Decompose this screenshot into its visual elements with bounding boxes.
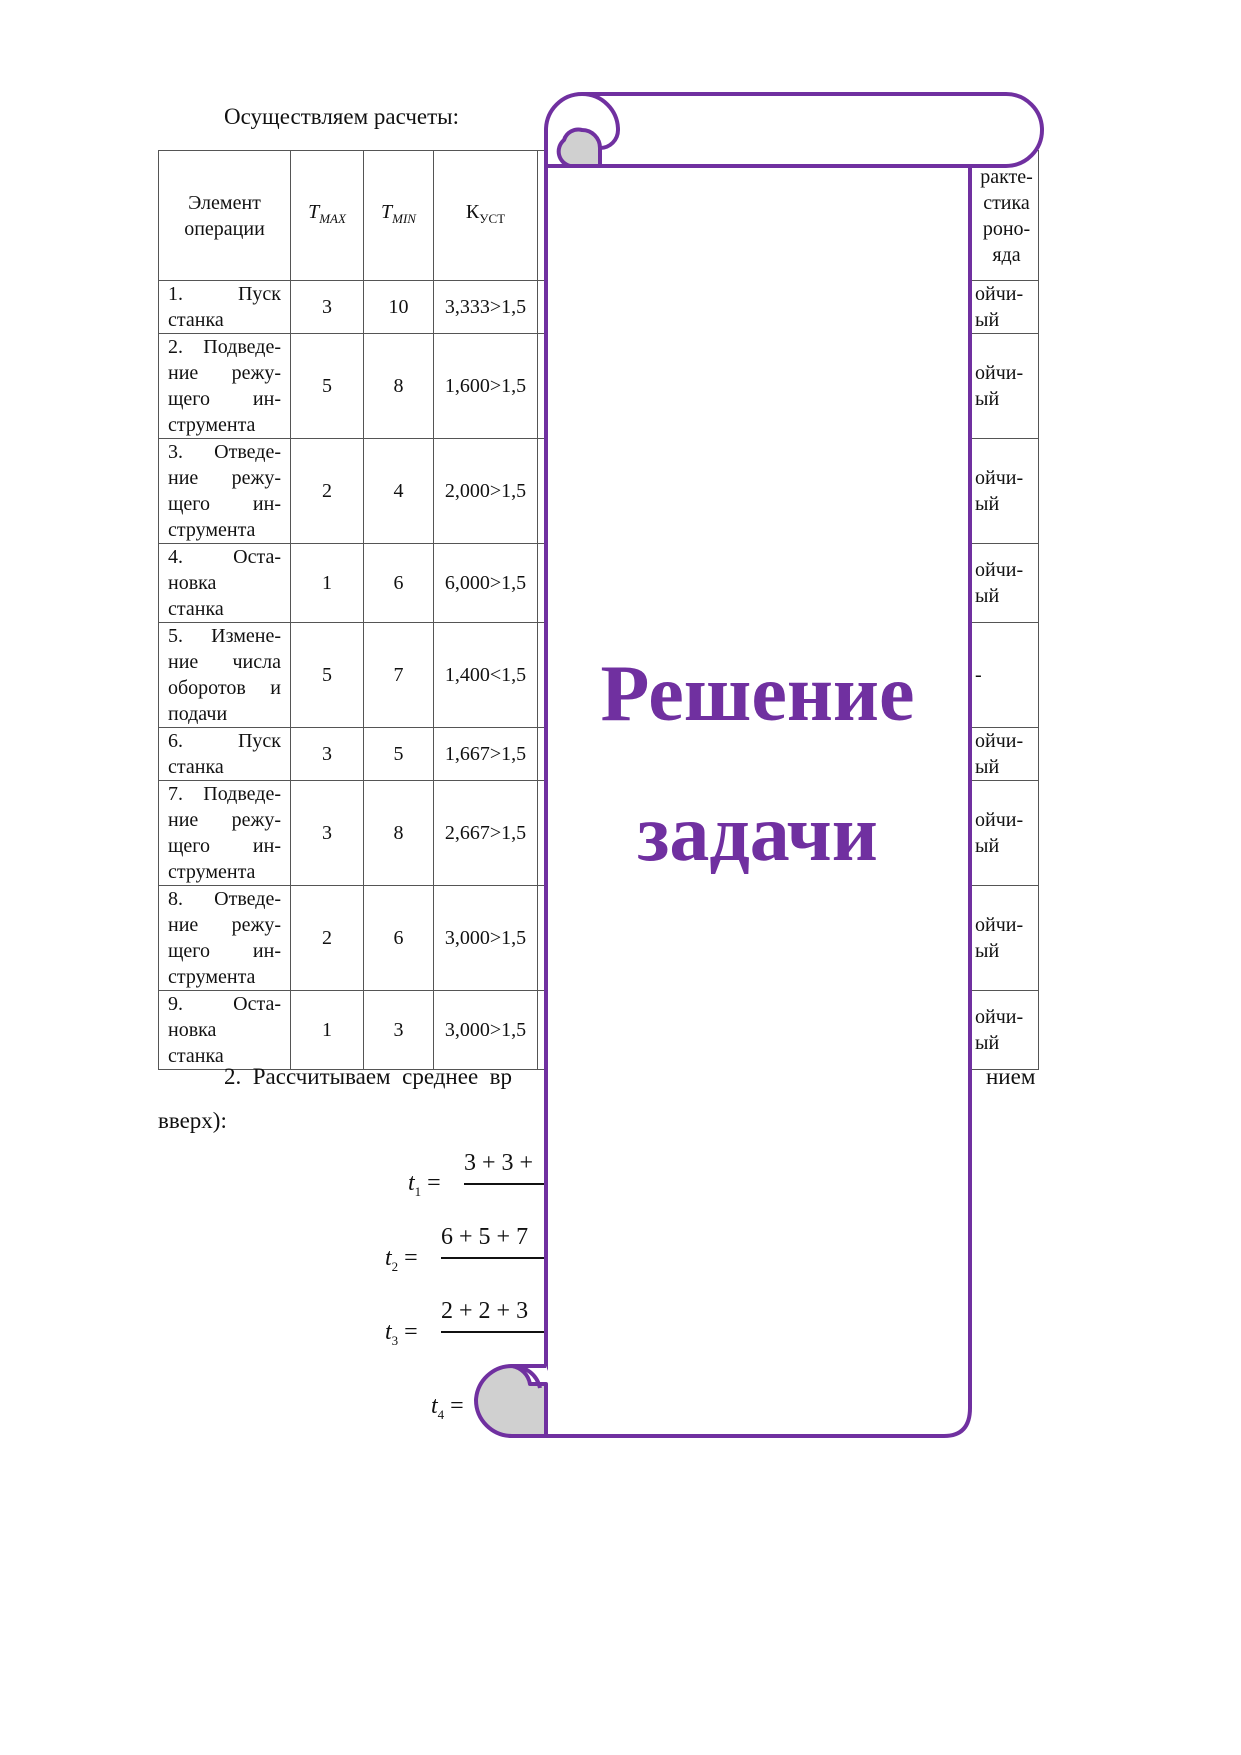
- cell-tmax: 2: [291, 439, 364, 544]
- cell-tmax: 1: [291, 991, 364, 1070]
- header-kust: $К_{УСТ}$: [434, 151, 538, 281]
- cell-k: 6,000>1,5: [434, 544, 538, 623]
- cell-tmax: 5: [291, 334, 364, 439]
- overlay-title-line-1: Решение: [600, 650, 915, 738]
- cell-k: 3,000>1,5: [434, 886, 538, 991]
- cell-element: 9. Оста- новка станка: [159, 991, 291, 1070]
- formula-t1-label: $t_1$ =: [408, 1170, 441, 1199]
- cell-characteristic: ойчи- ый: [969, 544, 1039, 623]
- cell-tmax: 1: [291, 544, 364, 623]
- formula-t2-numerator: 6 + 5 + 7: [441, 1224, 529, 1250]
- cell-k: 3,000>1,5: [434, 991, 538, 1070]
- paragraph-line-2: вверх):: [158, 1108, 227, 1133]
- cell-element: 1. Пуск станка: [159, 281, 291, 334]
- intro-text: Осуществляем расчеты:: [224, 104, 460, 129]
- cell-element: 8. Отведе- ние режу- щего ин- струмента: [159, 886, 291, 991]
- cell-tmax: 5: [291, 623, 364, 728]
- top-curl: [559, 130, 600, 166]
- cell-k: 2,000>1,5: [434, 439, 538, 544]
- cell-characteristic: ойчи- ый: [969, 886, 1039, 991]
- cell-k: 1,667>1,5: [434, 728, 538, 781]
- cell-tmax: 3: [291, 728, 364, 781]
- cell-characteristic: ойчи- ый: [969, 991, 1039, 1070]
- cell-tmax: 3: [291, 781, 364, 886]
- cell-tmin: 7: [364, 623, 434, 728]
- paragraph-line-1-left: 2. Рассчитываем среднее вр: [224, 1064, 513, 1089]
- cell-tmin: 5: [364, 728, 434, 781]
- cell-element: 2. Подведе- ние режу- щего ин- струмента: [159, 334, 291, 439]
- cell-characteristic: ойчи- ый: [969, 439, 1039, 544]
- cell-tmax: 3: [291, 281, 364, 334]
- cell-element: 6. Пуск станка: [159, 728, 291, 781]
- cell-characteristic: ойчи- ый: [969, 781, 1039, 886]
- paragraph-line-1-right: нием: [986, 1064, 1036, 1089]
- header-tmin: $T_{MIN}$: [364, 151, 434, 281]
- cell-element: 3. Отведе- ние режу- щего ин- струмента: [159, 439, 291, 544]
- cell-characteristic: ойчи- ый: [969, 334, 1039, 439]
- header-element: Элемент операции: [159, 151, 291, 281]
- cell-tmin: 8: [364, 334, 434, 439]
- formula-t3-label: $t_3$ =: [385, 1319, 418, 1348]
- header-characteristic: ракте- стика роно- яда: [969, 151, 1039, 281]
- cell-k: 1,400<1,5: [434, 623, 538, 728]
- cell-tmin: 6: [364, 544, 434, 623]
- cell-characteristic: -: [969, 623, 1039, 728]
- overlay-title-line-2: задачи: [637, 790, 878, 878]
- cell-element: 7. Подведе- ние режу- щего ин- струмента: [159, 781, 291, 886]
- cell-tmin: 6: [364, 886, 434, 991]
- cell-tmax: 2: [291, 886, 364, 991]
- cell-k: 1,600>1,5: [434, 334, 538, 439]
- cell-element: 4. Оста- новка станка: [159, 544, 291, 623]
- formula-t1-numerator: 3 + 3 +: [464, 1150, 534, 1176]
- cell-k: 2,667>1,5: [434, 781, 538, 886]
- cell-tmin: 10: [364, 281, 434, 334]
- cell-characteristic: ойчи- ый: [969, 728, 1039, 781]
- formula-t3-numerator: 2 + 2 + 3: [441, 1298, 529, 1324]
- cell-tmin: 3: [364, 991, 434, 1070]
- header-tmax: $T_{MAX}$: [291, 151, 364, 281]
- cell-element: 5. Измене- ние числа оборотов и подачи: [159, 623, 291, 728]
- formula-t4-label: $t_4$ =: [431, 1393, 464, 1422]
- formula-t2-label: $t_2$ =: [385, 1245, 418, 1274]
- cell-characteristic: ойчи- ый: [969, 281, 1039, 334]
- cell-tmin: 8: [364, 781, 434, 886]
- cell-tmin: 4: [364, 439, 434, 544]
- cell-k: 3,333>1,5: [434, 281, 538, 334]
